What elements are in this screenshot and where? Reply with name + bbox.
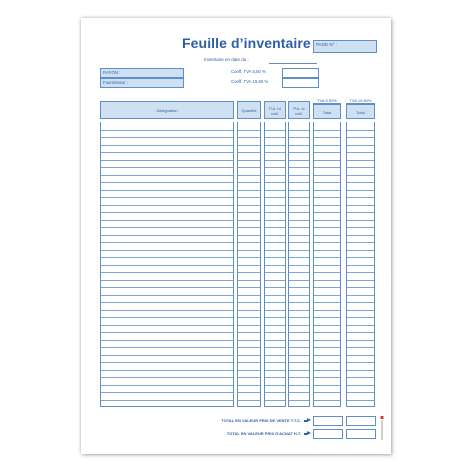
table-row-line bbox=[101, 160, 233, 161]
total-achat-ht-tva1-field[interactable] bbox=[313, 429, 343, 439]
table-row-line bbox=[265, 137, 285, 138]
table-row-line bbox=[289, 235, 309, 236]
rayon-label: RAYON : bbox=[103, 70, 121, 75]
table-row-line bbox=[238, 190, 260, 191]
arrow-right-icon bbox=[307, 431, 311, 435]
table-row-line bbox=[347, 205, 374, 206]
column-header-quantite bbox=[237, 101, 261, 119]
table-row-line bbox=[238, 250, 260, 251]
table-row-line bbox=[289, 257, 309, 258]
table-row-line bbox=[347, 130, 374, 131]
table-row-line bbox=[347, 235, 374, 236]
table-row-line bbox=[101, 302, 233, 303]
pv-ttc-header-label: P.A. tc unit. bbox=[293, 106, 305, 116]
table-row-line bbox=[314, 325, 340, 326]
table-row-line bbox=[238, 167, 260, 168]
table-row-line bbox=[289, 392, 309, 393]
table-row-line bbox=[238, 182, 260, 183]
table-row-line bbox=[265, 317, 285, 318]
table-row-line bbox=[265, 280, 285, 281]
coef-tva-1-label: Coeff. TVA 5,50 % bbox=[231, 69, 266, 74]
table-row-line bbox=[101, 137, 233, 138]
table-row-line bbox=[265, 257, 285, 258]
table-row-line bbox=[314, 362, 340, 363]
table-row-line bbox=[265, 145, 285, 146]
table-row-line bbox=[101, 400, 233, 401]
tva1-total-label: Total bbox=[322, 110, 332, 115]
table-row-line bbox=[265, 182, 285, 183]
table-row-line bbox=[314, 265, 340, 266]
designation-column[interactable] bbox=[100, 122, 234, 407]
table-row-line bbox=[314, 250, 340, 251]
table-row-line bbox=[347, 197, 374, 198]
table-row-line bbox=[314, 160, 340, 161]
table-row-line bbox=[347, 182, 374, 183]
table-row-line bbox=[238, 385, 260, 386]
table-row-line bbox=[265, 370, 285, 371]
table-row-line bbox=[101, 250, 233, 251]
table-row-line bbox=[238, 227, 260, 228]
table-row-line bbox=[101, 377, 233, 378]
table-row-line bbox=[289, 205, 309, 206]
table-row-line bbox=[101, 130, 233, 131]
table-row-line bbox=[265, 272, 285, 273]
column-header-tva2-total bbox=[346, 104, 375, 119]
table-row-line bbox=[238, 205, 260, 206]
table-row-line bbox=[347, 340, 374, 341]
table-row-line bbox=[347, 175, 374, 176]
table-row-line bbox=[347, 160, 374, 161]
tva1-total-column[interactable] bbox=[313, 122, 341, 407]
table-row-line bbox=[101, 227, 233, 228]
table-row-line bbox=[101, 197, 233, 198]
total-achat-ht-label: TOTAL EN VALEUR PRIX D'ACHAT H.T. bbox=[226, 431, 301, 436]
pa-ht-header-label: P.A. ht unit. bbox=[269, 106, 281, 116]
table-row-line bbox=[314, 370, 340, 371]
table-row-line bbox=[314, 205, 340, 206]
table-row-line bbox=[289, 280, 309, 281]
table-row-line bbox=[101, 167, 233, 168]
table-row-line bbox=[347, 257, 374, 258]
table-row-line bbox=[101, 287, 233, 288]
table-row-line bbox=[289, 197, 309, 198]
table-row-line bbox=[347, 295, 374, 296]
table-row-line bbox=[347, 355, 374, 356]
table-row-line bbox=[314, 242, 340, 243]
table-row-line bbox=[238, 377, 260, 378]
table-row-line bbox=[314, 310, 340, 311]
table-row-line bbox=[289, 167, 309, 168]
table-row-line bbox=[347, 220, 374, 221]
table-row-line bbox=[238, 302, 260, 303]
table-row-line bbox=[289, 227, 309, 228]
table-row-line bbox=[347, 332, 374, 333]
table-row-line bbox=[101, 392, 233, 393]
table-row-line bbox=[238, 400, 260, 401]
table-row-line bbox=[238, 137, 260, 138]
table-row-line bbox=[238, 152, 260, 153]
arrow-right-icon bbox=[307, 418, 311, 422]
publisher-logo-icon bbox=[380, 416, 384, 442]
table-row-line bbox=[101, 175, 233, 176]
table-row-line bbox=[238, 355, 260, 356]
table-row-line bbox=[265, 160, 285, 161]
table-row-line bbox=[347, 227, 374, 228]
column-header-designation bbox=[100, 101, 234, 119]
total-achat-ht-tva2-field[interactable] bbox=[346, 429, 376, 439]
table-row-line bbox=[101, 310, 233, 311]
table-row-line bbox=[347, 137, 374, 138]
table-row-line bbox=[314, 130, 340, 131]
table-row-line bbox=[265, 287, 285, 288]
table-row-line bbox=[347, 325, 374, 326]
table-row-line bbox=[265, 227, 285, 228]
table-row-line bbox=[238, 287, 260, 288]
table-row-line bbox=[289, 137, 309, 138]
table-row-line bbox=[289, 302, 309, 303]
table-row-line bbox=[238, 362, 260, 363]
tva2-header-label: TVA 19,60% bbox=[346, 98, 375, 104]
page-number-field[interactable] bbox=[313, 40, 377, 53]
table-row-line bbox=[101, 242, 233, 243]
table-row-line bbox=[347, 362, 374, 363]
table-row-line bbox=[238, 160, 260, 161]
table-row-line bbox=[101, 280, 233, 281]
tva2-total-column[interactable] bbox=[346, 122, 375, 407]
table-row-line bbox=[289, 362, 309, 363]
table-row-line bbox=[314, 137, 340, 138]
table-row-line bbox=[289, 325, 309, 326]
table-row-line bbox=[314, 295, 340, 296]
table-row-line bbox=[101, 145, 233, 146]
tva2-total-label: Total bbox=[356, 110, 365, 115]
table-row-line bbox=[289, 160, 309, 161]
inventory-date-field[interactable] bbox=[269, 63, 317, 64]
table-row-line bbox=[265, 250, 285, 251]
table-row-line bbox=[101, 332, 233, 333]
table-row-line bbox=[238, 265, 260, 266]
table-row-line bbox=[314, 280, 340, 281]
table-row-line bbox=[314, 392, 340, 393]
table-row-line bbox=[289, 377, 309, 378]
table-row-line bbox=[289, 220, 309, 221]
table-row-line bbox=[314, 317, 340, 318]
table-row-line bbox=[238, 197, 260, 198]
rayon-field[interactable] bbox=[100, 68, 184, 78]
inventory-date-label: Inventaire en date du : bbox=[204, 57, 249, 62]
table-row-line bbox=[101, 190, 233, 191]
table-row-line bbox=[101, 205, 233, 206]
table-row-line bbox=[289, 385, 309, 386]
table-row-line bbox=[101, 295, 233, 296]
table-row-line bbox=[289, 340, 309, 341]
pa-ht-column[interactable] bbox=[264, 122, 286, 407]
table-row-line bbox=[314, 235, 340, 236]
fournisseur-field[interactable] bbox=[100, 78, 184, 88]
designation-header-label: Désignation bbox=[156, 108, 178, 113]
table-row-line bbox=[289, 332, 309, 333]
table-row-line bbox=[289, 145, 309, 146]
inventory-sheet bbox=[81, 18, 391, 454]
table-row-line bbox=[289, 317, 309, 318]
table-row-line bbox=[314, 377, 340, 378]
table-row-line bbox=[238, 332, 260, 333]
table-row-line bbox=[238, 310, 260, 311]
table-row-line bbox=[265, 400, 285, 401]
page-title: Feuille d’inventaire bbox=[182, 35, 311, 51]
table-row-line bbox=[265, 362, 285, 363]
table-row-line bbox=[347, 212, 374, 213]
fournisseur-label: Fournisseur : bbox=[103, 80, 129, 85]
coef-tva-1-field[interactable] bbox=[282, 68, 319, 78]
table-row-line bbox=[314, 302, 340, 303]
table-row-line bbox=[101, 370, 233, 371]
table-row-line bbox=[289, 265, 309, 266]
table-row-line bbox=[265, 152, 285, 153]
table-row-line bbox=[101, 212, 233, 213]
table-row-line bbox=[238, 145, 260, 146]
table-row-line bbox=[347, 242, 374, 243]
table-row-line bbox=[314, 175, 340, 176]
table-row-line bbox=[347, 385, 374, 386]
table-row-line bbox=[265, 295, 285, 296]
table-row-line bbox=[101, 152, 233, 153]
table-row-line bbox=[314, 332, 340, 333]
table-row-line bbox=[347, 310, 374, 311]
table-row-line bbox=[347, 152, 374, 153]
table-row-line bbox=[314, 145, 340, 146]
table-row-line bbox=[265, 190, 285, 191]
table-row-line bbox=[347, 400, 374, 401]
table-row-line bbox=[347, 190, 374, 191]
quantite-header-label: Quantité bbox=[241, 108, 257, 113]
page-number-label: PAGE N° : bbox=[316, 42, 337, 47]
table-row-line bbox=[265, 385, 285, 386]
table-row-line bbox=[347, 250, 374, 251]
table-row-line bbox=[101, 385, 233, 386]
table-row-line bbox=[289, 310, 309, 311]
table-row-line bbox=[238, 272, 260, 273]
table-row-line bbox=[101, 265, 233, 266]
table-row-line bbox=[101, 220, 233, 221]
table-row-line bbox=[265, 332, 285, 333]
table-row-line bbox=[238, 242, 260, 243]
column-header-tva1-total bbox=[313, 104, 341, 119]
table-row-line bbox=[265, 235, 285, 236]
table-row-line bbox=[265, 377, 285, 378]
table-row-line bbox=[289, 272, 309, 273]
table-row-line bbox=[265, 205, 285, 206]
table-row-line bbox=[314, 167, 340, 168]
tva1-header-label: TVA 5,50% bbox=[313, 98, 341, 104]
table-row-line bbox=[314, 400, 340, 401]
table-row-line bbox=[101, 257, 233, 258]
table-row-line bbox=[101, 317, 233, 318]
table-row-line bbox=[265, 340, 285, 341]
table-row-line bbox=[289, 182, 309, 183]
table-row-line bbox=[238, 325, 260, 326]
column-header-pv-ttc bbox=[288, 101, 310, 119]
table-row-line bbox=[265, 347, 285, 348]
table-row-line bbox=[314, 182, 340, 183]
table-row-line bbox=[265, 197, 285, 198]
total-vente-ttc-label: TOTAL EN VALEUR PRIX DE VENTE T.T.C. bbox=[221, 418, 301, 423]
table-row-line bbox=[347, 317, 374, 318]
table-row-line bbox=[101, 355, 233, 356]
table-row-line bbox=[314, 220, 340, 221]
table-row-line bbox=[238, 212, 260, 213]
table-row-line bbox=[347, 280, 374, 281]
coef-tva-2-field[interactable] bbox=[282, 78, 319, 88]
table-row-line bbox=[289, 152, 309, 153]
table-row-line bbox=[314, 355, 340, 356]
table-row-line bbox=[238, 317, 260, 318]
table-row-line bbox=[101, 235, 233, 236]
table-row-line bbox=[101, 340, 233, 341]
table-row-line bbox=[265, 325, 285, 326]
total-vente-ttc-tva1-field[interactable] bbox=[313, 416, 343, 426]
table-row-line bbox=[238, 175, 260, 176]
table-row-line bbox=[347, 392, 374, 393]
table-row-line bbox=[238, 280, 260, 281]
table-row-line bbox=[101, 362, 233, 363]
table-row-line bbox=[265, 167, 285, 168]
table-row-line bbox=[265, 302, 285, 303]
table-row-line bbox=[347, 302, 374, 303]
total-vente-ttc-tva2-field[interactable] bbox=[346, 416, 376, 426]
table-row-line bbox=[289, 400, 309, 401]
table-row-line bbox=[347, 145, 374, 146]
table-row-line bbox=[289, 175, 309, 176]
table-row-line bbox=[265, 392, 285, 393]
table-row-line bbox=[101, 347, 233, 348]
table-row-line bbox=[347, 265, 374, 266]
table-row-line bbox=[347, 347, 374, 348]
pv-ttc-column[interactable] bbox=[288, 122, 310, 407]
table-row-line bbox=[314, 272, 340, 273]
table-row-line bbox=[347, 377, 374, 378]
table-row-line bbox=[238, 235, 260, 236]
table-row-line bbox=[347, 167, 374, 168]
table-row-line bbox=[314, 287, 340, 288]
table-row-line bbox=[238, 370, 260, 371]
table-row-line bbox=[265, 242, 285, 243]
table-row-line bbox=[289, 250, 309, 251]
table-row-line bbox=[289, 130, 309, 131]
table-row-line bbox=[347, 370, 374, 371]
table-row-line bbox=[101, 272, 233, 273]
table-row-line bbox=[265, 212, 285, 213]
table-row-line bbox=[265, 175, 285, 176]
table-row-line bbox=[289, 287, 309, 288]
table-row-line bbox=[238, 220, 260, 221]
table-row-line bbox=[238, 340, 260, 341]
table-row-line bbox=[314, 190, 340, 191]
table-row-line bbox=[289, 355, 309, 356]
table-row-line bbox=[314, 347, 340, 348]
quantite-column[interactable] bbox=[237, 122, 261, 407]
table-row-line bbox=[289, 295, 309, 296]
table-row-line bbox=[265, 220, 285, 221]
table-row-line bbox=[101, 182, 233, 183]
table-row-line bbox=[314, 227, 340, 228]
table-row-line bbox=[265, 130, 285, 131]
table-row-line bbox=[265, 310, 285, 311]
table-row-line bbox=[289, 370, 309, 371]
table-row-line bbox=[347, 287, 374, 288]
table-row-line bbox=[314, 152, 340, 153]
table-row-line bbox=[314, 212, 340, 213]
table-row-line bbox=[289, 347, 309, 348]
table-row-line bbox=[265, 265, 285, 266]
table-row-line bbox=[314, 197, 340, 198]
table-row-line bbox=[314, 257, 340, 258]
table-row-line bbox=[238, 392, 260, 393]
table-row-line bbox=[238, 347, 260, 348]
table-row-line bbox=[314, 385, 340, 386]
table-row-line bbox=[289, 190, 309, 191]
table-row-line bbox=[238, 295, 260, 296]
column-header-pa-ht bbox=[264, 101, 286, 119]
table-row-line bbox=[289, 242, 309, 243]
table-row-line bbox=[265, 355, 285, 356]
table-row-line bbox=[314, 340, 340, 341]
table-row-line bbox=[289, 212, 309, 213]
table-row-line bbox=[347, 272, 374, 273]
table-row-line bbox=[101, 325, 233, 326]
coef-tva-2-label: Coeff. TVA 19,60 % bbox=[231, 79, 269, 84]
table-row-line bbox=[238, 130, 260, 131]
table-row-line bbox=[238, 257, 260, 258]
